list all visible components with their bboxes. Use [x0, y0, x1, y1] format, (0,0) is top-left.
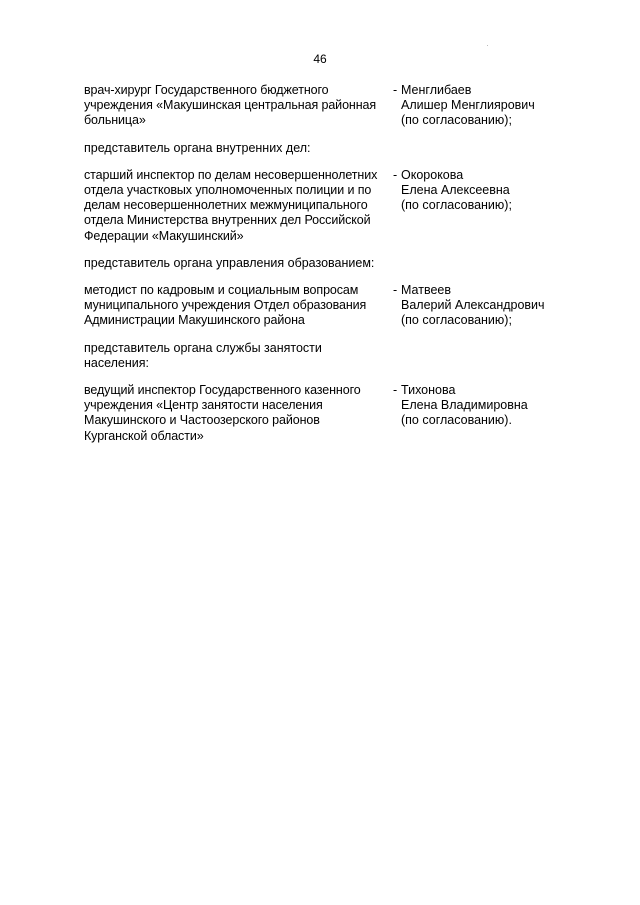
member-name: Окорокова Елена Алексеевна (по согласованию); — [401, 167, 512, 213]
member-person — [393, 168, 564, 244]
member-person — [393, 83, 564, 129]
member-entry-1 — [84, 83, 564, 129]
member-name: Тихонова Елена Владимировна (по согласованию). — [401, 383, 528, 428]
section-heading-internal-affairs: представитель органа внутренних дел: — [84, 140, 311, 155]
member-person — [393, 283, 564, 329]
member-person — [393, 383, 564, 444]
scan-speck — [487, 45, 488, 46]
member-entry-3 — [84, 283, 564, 329]
page-number: 46 — [313, 52, 327, 66]
member-position: старший инспектор по делам несовершеннолетних отдела участковых уполномоченных полиции и по делам несовершеннолетних межмуниципального отдела Министерства внутренних дел Российской Федерации «Макушинский» — [84, 167, 378, 243]
member-name: Матвеев Валерий Александрович (по согласованию); — [401, 283, 545, 328]
member-entry-2 — [84, 168, 564, 244]
dash: - — [393, 83, 398, 97]
document-body — [84, 83, 564, 456]
dash: - — [393, 167, 398, 182]
dash: - — [393, 283, 398, 298]
member-position: методист по кадровым и социальным вопросам муниципального учреждения Отдел образования Администрации Макушинского района — [84, 283, 367, 328]
section-heading-education: представитель органа управления образованием: — [84, 255, 375, 270]
dash: - — [393, 383, 398, 398]
member-position: ведущий инспектор Государственного казенного учреждения «Центр занятости населения Макушинского и Частоозерского районов Курганской области» — [84, 383, 361, 443]
member-position: врач-хирург Государственного бюджетного учреждения «Макушинская центральная районная больница» — [84, 83, 377, 128]
member-entry-4 — [84, 383, 564, 444]
member-name: Менглибаев Алишер Менглиярович (по согласованию); — [401, 83, 535, 128]
section-heading-employment: представитель органа службы занятости населения: — [84, 340, 322, 370]
